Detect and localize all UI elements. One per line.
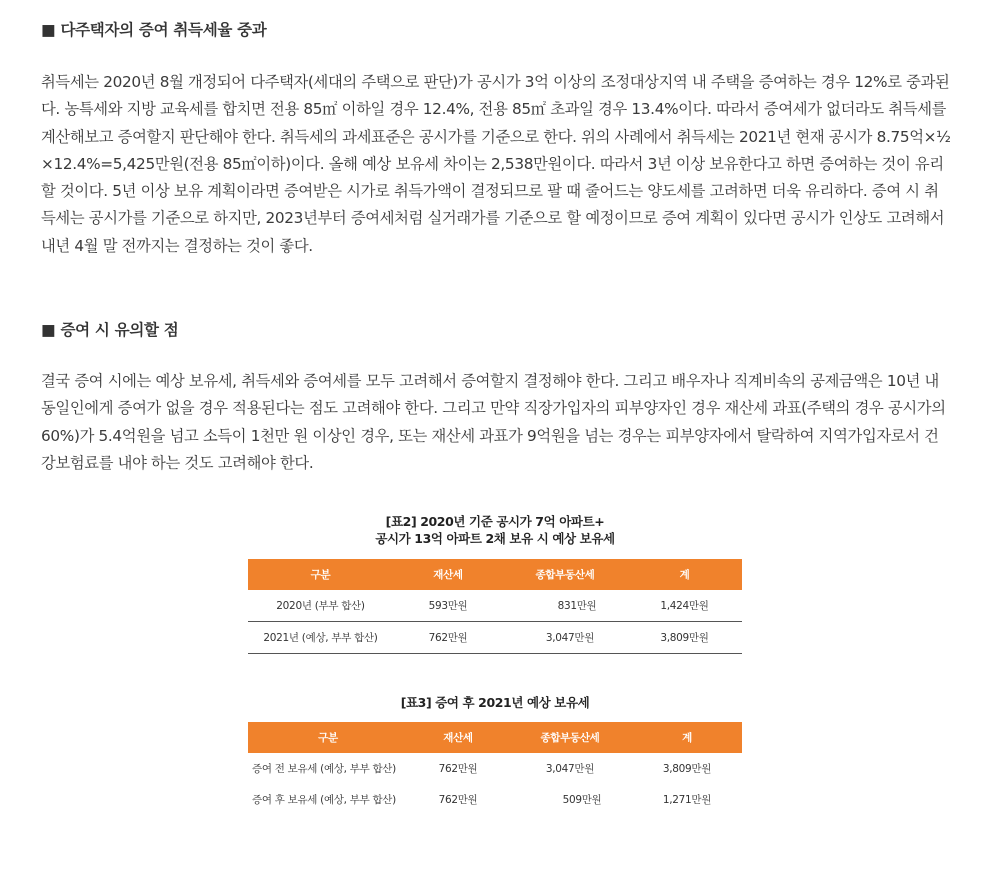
table2 <box>248 559 742 654</box>
table-cell: 3,809만원 <box>662 763 712 775</box>
table-cell: 1,424만원 <box>627 590 742 622</box>
table-row <box>248 622 742 654</box>
table-cell: 2020년 (부부 합산) <box>248 590 393 622</box>
paragraph-acquisition-tax: 취득세는 2020년 8월 개정되어 다주택자(세대의 주택으로 판단)가 공시가 3억 이상의 조정대상지역 내 주택을 증여하는 경우 12%로 중과된다. 농특세와 지방 교육세를 합치면 전용 85㎡ 이하일 경우 12.4%, 전용 85㎡ 초과일 경우 13.4%이다. 따라서 증여세가 없더라도 취득세를 계산해보고 증여할지 판단해야 한다. 취득세의 과세표준은 공시가를 기준으로 한다. 위의 사례에서 취득세는 2021년 현재 공시가 8.75억×½×12.4%=5,425만원(전용 85㎡이하)이다. 올해 예상 보유세 차이는 2,538만원이다. 따라서 3년 이상 보유한다고 하면 증여하는 것이 유리할 것이다. 5년 이상 보유 계획이라면 증여받은 시가로 취득가액이 결정되므로 팔 때 줄어드는 양도세를 고려하면 더욱 유리하다. 증여 시 취득세는 공시가를 기준으로 하지만, 2023년부터 증여세처럼 실거래가를 기준으로 할 예정이므로 증여 계획이 있다면 공시가 인상도 고려해서 내년 4월 말 전까지는 결정하는 것이 좋다. <box>41 73 951 255</box>
table-cell: 593만원 <box>393 590 503 622</box>
table3-header-category: 구분 <box>248 722 408 753</box>
table2-header-property-tax: 재산세 <box>393 559 503 590</box>
table2-caption-line2: 공시가 13억 아파트 2채 보유 시 예상 보유세 <box>375 531 615 546</box>
table3-header-total: 계 <box>632 722 742 753</box>
table2-header-total: 계 <box>627 559 742 590</box>
table2-block <box>248 513 742 654</box>
paragraph-gift-notes: 결국 증여 시에는 예상 보유세, 취득세와 증여세를 모두 고려해서 증여할지 결정해야 한다. 그리고 배우자나 직계비속의 공제금액은 10년 내 동일인에게 증여가 없을 경우 적용된다는 점도 고려해야 한다. 그리고 만약 직장가입자의 피부양자인 경우 재산세 과표(주택의 경우 공시가의 60%)가 5.4억원을 넘고 소득이 1천만 원 이상인 경우, 또는 재산세 과표가 9억원을 넘는 경우는 피부양자에서 탈락하여 지역가입자로서 건강보험료를 내야 하는 것도 고려해야 한다. <box>41 372 946 472</box>
section-heading-acquisition-tax: ■ 다주택자의 증여 취득세율 중과 <box>41 21 267 39</box>
table-cell: 762만원 <box>438 763 478 775</box>
table2-header-category: 구분 <box>248 559 393 590</box>
table3-header-comprehensive-tax: 종합부동산세 <box>508 722 632 753</box>
table3 <box>248 722 742 815</box>
table-cell: 증여 후 보유세 (예상, 부부 합산) <box>252 794 396 806</box>
table-row <box>248 590 742 622</box>
table2-header-row <box>248 559 742 590</box>
section-heading-gift-notes: ■ 증여 시 유의할 점 <box>41 321 179 339</box>
table3-caption: [표3] 증여 후 2021년 예상 보유세 <box>400 695 590 710</box>
table-cell: 509만원 <box>562 794 602 806</box>
table-cell: 3,047만원 <box>503 622 627 654</box>
table-cell: 3,047만원 <box>545 763 595 775</box>
table-row <box>248 753 742 784</box>
table-cell: 831만원 <box>503 590 627 622</box>
table-cell: 증여 전 보유세 (예상, 부부 합산) <box>252 763 396 775</box>
table-cell: 2021년 (예상, 부부 합산) <box>248 622 393 654</box>
table-cell: 3,809만원 <box>627 622 742 654</box>
table2-caption-line1: [표2] 2020년 기준 공시가 7억 아파트+ <box>385 514 605 529</box>
table2-header-comprehensive-tax: 종합부동산세 <box>503 559 627 590</box>
table3-header-row <box>248 722 742 753</box>
table-row <box>248 784 742 815</box>
table-cell: 762만원 <box>393 622 503 654</box>
table3-block <box>248 694 742 815</box>
table3-header-property-tax: 재산세 <box>408 722 508 753</box>
table2-caption <box>248 513 742 547</box>
table-cell: 762만원 <box>438 794 478 806</box>
table-cell: 1,271만원 <box>662 794 712 806</box>
